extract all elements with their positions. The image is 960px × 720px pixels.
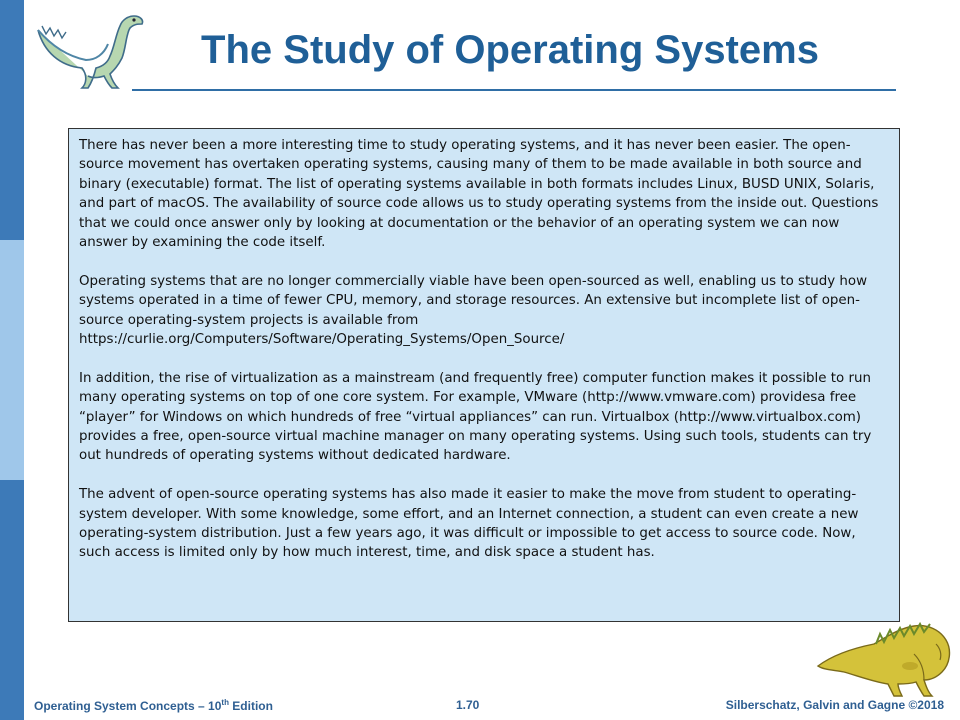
- sidebar-segment-bottom: [0, 480, 24, 720]
- paragraph-virtualization: In addition, the rise of virtualization as a mainstream (and frequently free) computer function makes it possible to run many operating systems on top of one core system. For example, VMware (http://www.vmware.com) providesa free “player” for Windows on which hundreds of free “virtual appliances” can run. Virtualbox (http://www.virtualbox.com) provides a free, open-source virtual machine manager on many operating systems. Using such tools, students can try out hundreds of operating systems without dedicated hardware.: [79, 370, 872, 464]
- dinosaur-logo-icon: [30, 4, 150, 90]
- content-box: [68, 128, 900, 622]
- footer-book-suffix: Edition: [228, 699, 273, 713]
- paragraph-student-developer: The advent of open-source operating systems has also made it easier to make the move from student to operating-system developer. With some knowledge, some effort, and an Internet connection, a student can even create a new operating-system distribution. Just a few years ago, it was difficult or impossible to get access to source code. Now, such access is limited only by how much interest, time, and disk space a student has.: [79, 487, 859, 561]
- footer-book-title: [34, 698, 273, 713]
- sidebar-segment-top: [0, 0, 24, 240]
- footer-copyright: Silberschatz, Galvin and Gagne ©2018: [725, 698, 944, 712]
- footer-page-number: 1.70: [456, 698, 480, 712]
- slide-sidebar: [0, 0, 24, 720]
- slide-title: The Study of Operating Systems: [201, 28, 819, 72]
- footer-book-prefix: Operating System Concepts – 10: [34, 699, 222, 713]
- paragraph-legacy-systems: Operating systems that are no longer commercially viable have been open-sourced as well, enabling us to study how systems operated in a time of fewer CPU, memory, and storage resources. An extensive but incomplete list of open-source operating-system projects is available from https://curlie.org/Computers/Software/Operating_Systems/Open_Source/: [79, 273, 868, 348]
- footer-book-sup: th: [221, 698, 229, 707]
- dinosaur-illustration-icon: [814, 614, 960, 698]
- sidebar-segment-middle: [0, 240, 24, 480]
- title-divider: [132, 89, 896, 91]
- paragraph-open-source: There has never been a more interesting time to study operating systems, and it has never been easier. The open-source movement has overtaken operating systems, causing many of them to be made available in both source and binary (executable) format. The list of operating systems available in both formats includes Linux, BUSD UNIX, Solaris, and part of macOS. The availability of source code allows us to study operating systems from the inside out. Questions that we could once answer only by looking at documentation or the behavior of an operating system we can now answer by examining the code itself.: [79, 138, 879, 251]
